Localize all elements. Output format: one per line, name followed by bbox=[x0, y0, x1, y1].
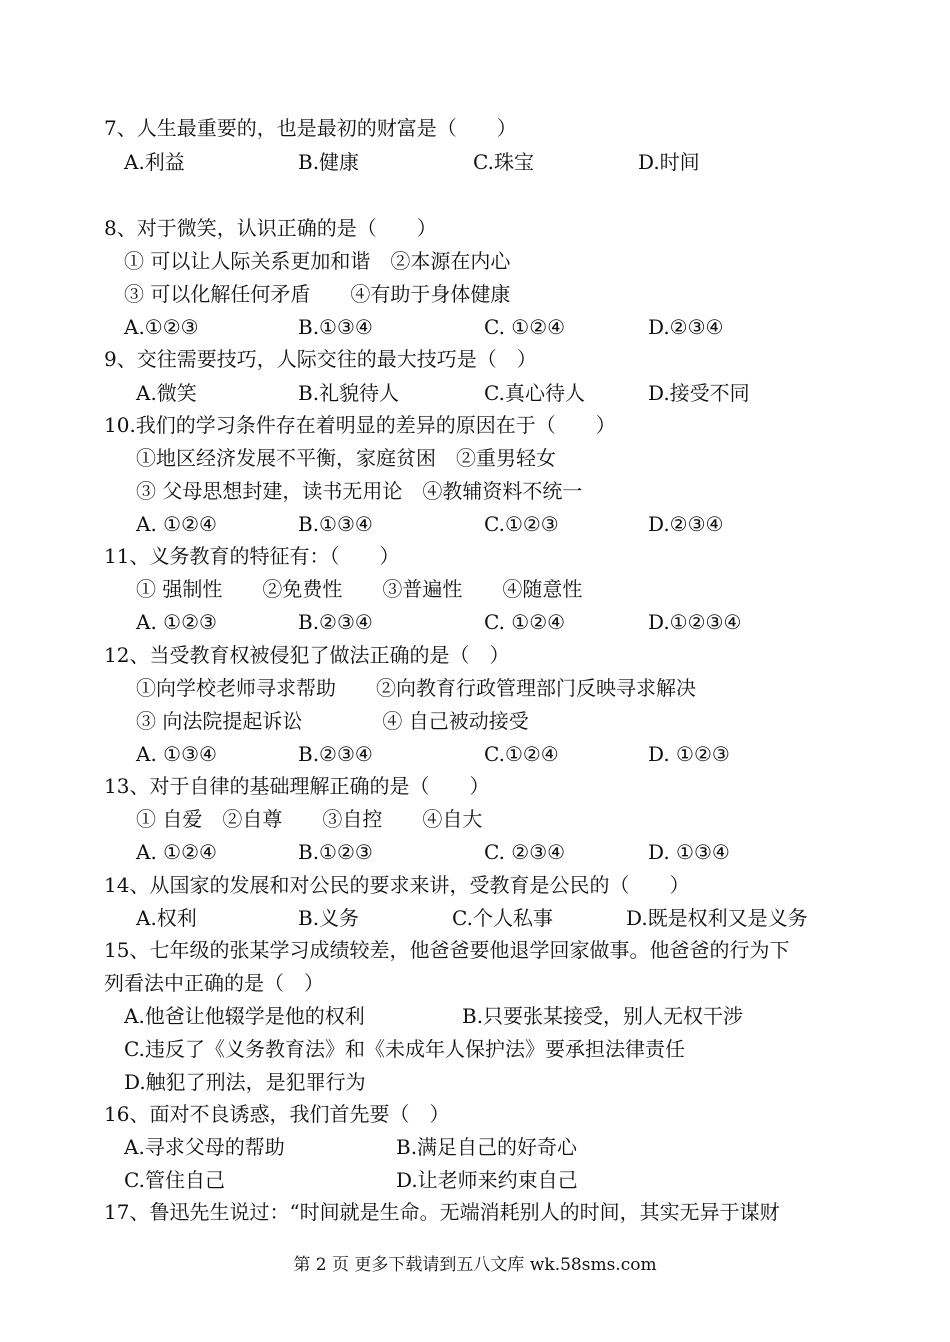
q11-stem: 11、义务教育的特征有：（ ） bbox=[104, 544, 400, 568]
q13-statement-1: ① 自爱 ②自尊 ③自控 ④自大 bbox=[136, 807, 483, 831]
q13-option-b: B.①②③ bbox=[298, 840, 373, 864]
q8-option-b: B.①③④ bbox=[298, 315, 373, 339]
q10-statement-1: ①地区经济发展不平衡，家庭贫困 ②重男轻女 bbox=[136, 446, 556, 470]
q12-option-d: D. ①②③ bbox=[648, 742, 730, 766]
q14-stem: 14、从国家的发展和对公民的要求来讲，受教育是公民的（ ） bbox=[104, 873, 690, 897]
q9-stem: 9、交往需要技巧，人际交往的最大技巧是（ ） bbox=[104, 347, 537, 371]
q16-option-d: D.让老师来约束自己 bbox=[396, 1168, 578, 1192]
q11-statement-1: ① 强制性 ②免费性 ③普遍性 ④随意性 bbox=[136, 577, 583, 601]
q13-option-c: C. ②③④ bbox=[484, 840, 566, 864]
q15-stem-line-1: 15、七年级的张某学习成绩较差，他爸爸要他退学回家做事。他爸爸的行为下 bbox=[104, 938, 790, 962]
q9-option-c: C.真心待人 bbox=[484, 381, 585, 405]
q12-statement-2: ③ 向法院提起诉讼 ④ 自己被动接受 bbox=[136, 709, 529, 733]
q11-option-d: D.①②③④ bbox=[648, 610, 742, 634]
q15-option-d: D.触犯了刑法，是犯罪行为 bbox=[124, 1070, 366, 1094]
q15-option-c: C.违反了《义务教育法》和《未成年人保护法》要承担法律责任 bbox=[124, 1037, 685, 1061]
q16-stem: 16、面对不良诱惑，我们首先要（ ） bbox=[104, 1102, 450, 1126]
q10-option-c: C.①②③ bbox=[484, 512, 559, 536]
q7-option-c: C.珠宝 bbox=[473, 150, 534, 174]
q14-option-c: C.个人私事 bbox=[452, 906, 553, 930]
q9-option-a: A.微笑 bbox=[136, 381, 197, 405]
q11-option-b: B.②③④ bbox=[298, 610, 373, 634]
q15-stem-line-2: 列看法中正确的是（ ） bbox=[104, 971, 324, 995]
q10-statement-2: ③ 父母思想封建，读书无用论 ④教辅资料不统一 bbox=[136, 479, 583, 503]
q14-option-b: B.义务 bbox=[298, 906, 360, 930]
q8-option-d: D.②③④ bbox=[648, 315, 724, 339]
q12-stem: 12、当受教育权被侵犯了做法正确的是（ ） bbox=[104, 643, 510, 667]
q12-option-b: B.②③④ bbox=[298, 742, 373, 766]
q14-option-d: D.既是权利又是义务 bbox=[626, 906, 808, 930]
q14-option-a: A.权利 bbox=[136, 906, 197, 930]
q10-stem: 10.我们的学习条件存在着明显的差异的原因在于（ ） bbox=[104, 413, 616, 437]
q10-option-b: B.①③④ bbox=[298, 512, 373, 536]
q10-option-a: A. ①②④ bbox=[136, 512, 217, 536]
q12-option-a: A. ①③④ bbox=[136, 742, 217, 766]
q16-option-c: C.管住自己 bbox=[124, 1168, 225, 1192]
q11-option-a: A. ①②③ bbox=[136, 610, 217, 634]
q7-option-b: B.健康 bbox=[298, 150, 360, 174]
q8-statement-1: ① 可以让人际关系更加和谐 ②本源在内心 bbox=[124, 249, 511, 273]
q7-stem: 7、人生最重要的，也是最初的财富是（ ） bbox=[104, 116, 517, 140]
q10-option-d: D.②③④ bbox=[648, 512, 724, 536]
q13-stem: 13、对于自律的基础理解正确的是（ ） bbox=[104, 774, 490, 798]
q8-option-c: C. ①②④ bbox=[484, 315, 566, 339]
q7-option-d: D.时间 bbox=[638, 150, 700, 174]
q12-statement-1: ①向学校老师寻求帮助 ②向教育行政管理部门反映寻求解决 bbox=[136, 676, 696, 700]
q8-statement-2: ③ 可以化解任何矛盾 ④有助于身体健康 bbox=[124, 282, 511, 306]
q16-option-a: A.寻求父母的帮助 bbox=[124, 1135, 285, 1159]
q8-stem: 8、对于微笑，认识正确的是（ ） bbox=[104, 216, 437, 240]
q12-option-c: C.①②④ bbox=[484, 742, 559, 766]
q11-option-c: C. ①②④ bbox=[484, 610, 566, 634]
q17-stem: 17、鲁迅先生说过：“时间就是生命。无端消耗别人的时间，其实无异于谋财 bbox=[104, 1200, 780, 1224]
page-footer: 第 2 页 更多下载请到五八文库 wk.58sms.com bbox=[293, 1255, 657, 1275]
q9-option-d: D.接受不同 bbox=[648, 381, 750, 405]
q16-option-b: B.满足自己的好奇心 bbox=[396, 1135, 578, 1159]
q15-option-b: B.只要张某接受，别人无权干涉 bbox=[462, 1004, 744, 1028]
q15-option-a: A.他爸让他辍学是他的权利 bbox=[124, 1004, 365, 1028]
q8-option-a: A.①②③ bbox=[124, 315, 199, 339]
q13-option-d: D. ①③④ bbox=[648, 840, 730, 864]
q7-option-a: A.利益 bbox=[124, 150, 185, 174]
q13-option-a: A. ①②④ bbox=[136, 840, 217, 864]
q9-option-b: B.礼貌待人 bbox=[298, 381, 400, 405]
